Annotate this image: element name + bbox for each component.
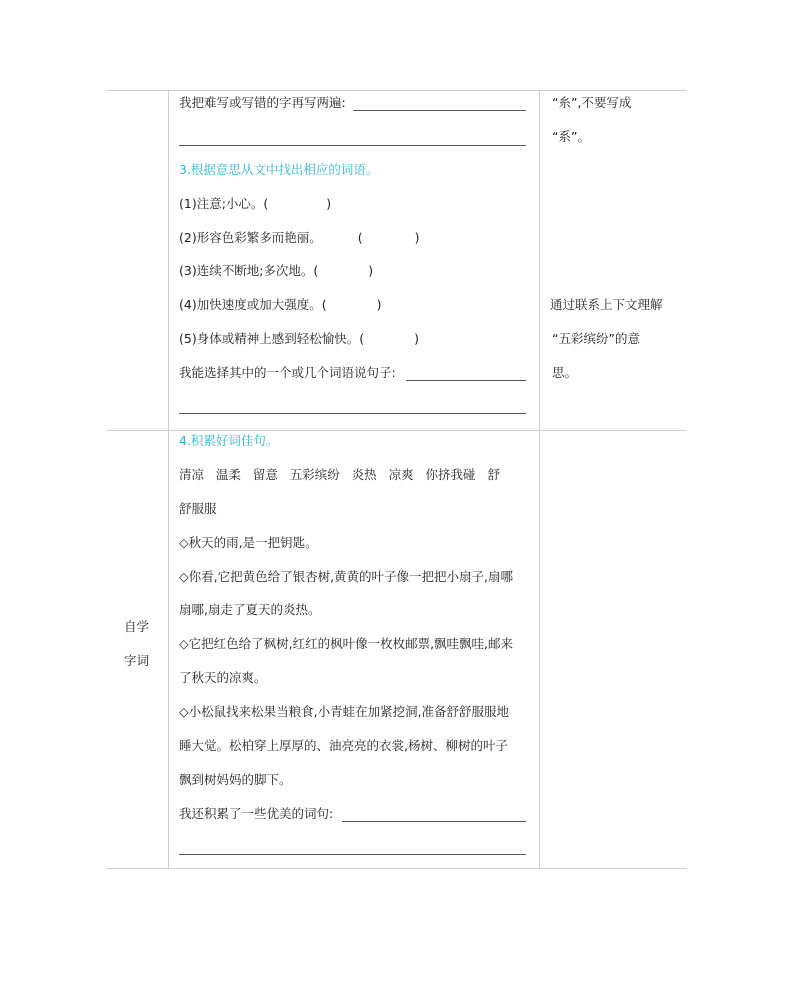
q3-item-1	[179, 195, 331, 213]
sentence-prompt: 我能选择其中的一个或几个词语说句子:	[179, 365, 396, 380]
q3-item-5-text: (5)身体或精神上感到轻松愉快。(	[179, 331, 365, 346]
column-divider-right	[539, 90, 540, 868]
q3-item-2-text: (2)形容色彩繁多而艳丽。	[179, 230, 322, 245]
accumulate-blank-2[interactable]	[179, 854, 526, 855]
table-top-border	[107, 90, 687, 91]
q3-item-3-close: )	[368, 263, 374, 278]
q3-item-5-close: )	[414, 331, 419, 346]
sentence-3-line-b: 了秋天的凉爽。	[179, 670, 267, 685]
sentence-1: ◇秋天的雨,是一把钥匙。	[179, 535, 318, 550]
q3-item-5	[179, 330, 419, 348]
q4-title: 4.积累好词佳句。	[179, 433, 279, 448]
q3-item-2-close: )	[414, 230, 420, 245]
sentence-3-line-a: ◇它把红色给了枫树,红红的枫叶像一枚枚邮票,飘哇飘哇,邮来	[179, 636, 514, 651]
rewrite-prompt: 我把难写或写错的字再写两遍:	[179, 95, 346, 110]
q3-item-3	[179, 262, 373, 280]
q3-title: 3.根据意思从文中找出相应的词语。	[179, 162, 379, 177]
sentence-4-line-c: 飘到树妈妈的脚下。	[179, 772, 292, 787]
row-label-line-2: 字词	[124, 653, 150, 668]
q3-item-2	[179, 229, 420, 247]
sentence-2-line-a: ◇你看,它把黄色给了银杏树,黄黄的叶子像一把把小扇子,扇哪	[179, 569, 514, 584]
sentence-4-line-b: 睡大觉。松柏穿上厚厚的、油亮亮的衣裳,杨树、柳树的叶子	[179, 738, 508, 753]
q3-item-2-open: (	[357, 230, 363, 245]
row-divider	[107, 430, 687, 431]
q3-item-4-text: (4)加快速度或加大强度。(	[179, 297, 327, 312]
sentence-blank-2[interactable]	[179, 413, 526, 414]
q3-item-4	[179, 296, 381, 314]
q3-item-3-text: (3)连续不断地;多次地。(	[179, 263, 319, 278]
accumulate-blank-1[interactable]	[342, 821, 526, 822]
q3-item-4-close: )	[376, 297, 382, 312]
q3-item-1-close: )	[326, 196, 332, 211]
note-1-line-b: “系”。	[552, 129, 590, 144]
rewrite-blank-2[interactable]	[179, 145, 526, 146]
note-1-line-a: “糸”,不要写成	[552, 95, 632, 110]
accumulate-prompt: 我还积累了一些优美的词句:	[179, 806, 334, 821]
word-list-line-2: 舒服服	[179, 501, 217, 516]
row-label-line-1: 自学	[124, 619, 150, 634]
sentence-blank-1[interactable]	[406, 380, 526, 381]
rewrite-blank-1[interactable]	[353, 110, 526, 111]
q3-item-1-text: (1)注意;小心。(	[179, 196, 269, 211]
table-bottom-border	[107, 868, 687, 869]
sentence-2-line-b: 扇哪,扇走了夏天的炎热。	[179, 602, 321, 617]
word-list-line-1: 清凉 温柔 留意 五彩缤纷 炎热 凉爽 你挤我碰 舒	[179, 467, 500, 482]
column-divider-left	[168, 90, 169, 868]
note-2-line-b: “五彩缤纷”的意	[552, 331, 640, 346]
sentence-4-line-a: ◇小松鼠找来松果当粮食,小青蛙在加紧挖洞,准备舒舒服服地	[179, 704, 510, 719]
note-2-line-c: 思。	[552, 365, 578, 380]
note-2-line-a: 通过联系上下文理解	[550, 297, 663, 312]
